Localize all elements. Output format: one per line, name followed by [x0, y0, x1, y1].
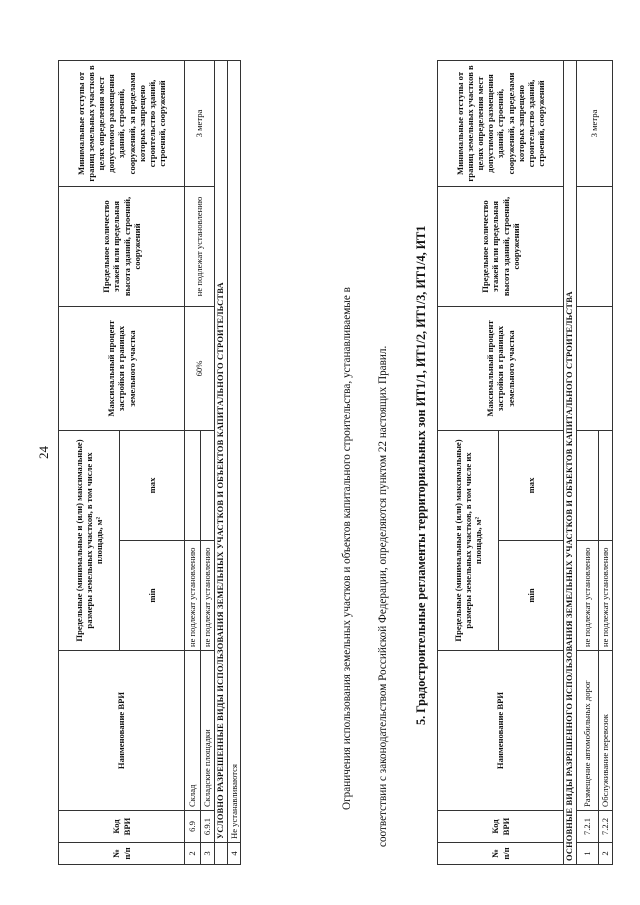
row-max — [185, 430, 201, 540]
row-name: Складские площадки — [201, 651, 215, 811]
row-floors: не подлежат установлению — [185, 186, 215, 306]
row-name: Склад — [185, 651, 201, 811]
row-max — [201, 430, 215, 540]
header-row — [59, 60, 120, 864]
section-row — [564, 60, 577, 864]
row-min: не подлежат установлению — [201, 541, 215, 651]
row-name: Не устанавливаются — [227, 60, 240, 842]
row-num: 2 — [598, 843, 612, 865]
header-floors: Предельное количество этажей или предельная высота зданий, строений, сооружений — [438, 186, 564, 306]
table-row — [185, 60, 201, 864]
section-title: УСЛОВНО РАЗРЕШЕННЫЕ ВИДЫ ИСПОЛЬЗОВАНИЯ ЗЕМЕЛЬНЫХ УЧАСТКОВ И ОБЪЕКТОВ КАПИТАЛЬНОГО СТРОИТЕЛЬСТВА — [215, 60, 228, 842]
header-max: max — [499, 430, 564, 540]
header-percent: Максимальный процент застройки в границах земельного участка — [59, 306, 185, 430]
header-setback: Минимальные отступы от границ земельных участков в целях определения мест допустимого размещения зданий, строений, сооружений, за пределами которых запрещено строительство зданий, строений, сооружений — [438, 60, 564, 186]
header-sizes: Предельные (минимальные и (или) максимальные) размеры земельных участков, в том числе их площадь, м² — [59, 430, 120, 650]
row-min: не подлежат установлению — [576, 541, 598, 651]
row-num: 4 — [227, 843, 240, 865]
row-num: 3 — [201, 843, 215, 865]
paragraph-line-2: соответствии с законодательством Российской Федерации, определяются пунктом 22 настоящих Правил. — [377, 345, 389, 847]
header-min: min — [120, 541, 185, 651]
header-min: min — [499, 541, 564, 651]
row-percent — [576, 306, 612, 430]
paragraph-line-1: Ограничения использования земельных участков и объектов капитального строительства, устанавливаемые в — [341, 287, 353, 810]
row-max — [598, 430, 612, 540]
header-percent: Максимальный процент застройки в границах земельного участка — [438, 306, 564, 430]
header-max: max — [120, 430, 185, 540]
row-max — [576, 430, 598, 540]
row-min: не подлежат установлению — [598, 541, 612, 651]
row-name: Размещение автомобильных дорог — [576, 651, 598, 811]
header-code: Код ВРИ — [438, 811, 564, 843]
header-num: № п/п — [59, 843, 185, 865]
header-name: Наименование ВРИ — [59, 651, 185, 811]
row-code: 6.9 — [185, 811, 201, 843]
row-num: 2 — [185, 843, 201, 865]
page-number: 24 — [36, 446, 51, 459]
row-code: 6.9.1 — [201, 811, 215, 843]
header-num: № п/п — [438, 843, 564, 865]
regulation-table-1 — [58, 60, 241, 865]
row-setback: 3 метра — [185, 60, 215, 186]
table-row — [576, 60, 598, 864]
header-setback: Минимальные отступы от границ земельных участков в целях определения мест допустимого размещения зданий, строений, сооружений, за пределами которых запрещено строительство зданий, строений, сооружений — [59, 60, 185, 186]
header-name: Наименование ВРИ — [438, 651, 564, 811]
row-name: Обслуживание перевозок — [598, 651, 612, 811]
header-floors: Предельное количество этажей или предельная высота зданий, строений, сооружений — [59, 186, 185, 306]
row-floors — [576, 186, 612, 306]
row-setback: 3 метра — [576, 60, 612, 186]
table-row — [227, 60, 240, 864]
header-code: Код ВРИ — [59, 811, 185, 843]
row-code: 7.2.1 — [576, 811, 598, 843]
section-title: ОСНОВНЫЕ ВИДЫ РАЗРЕШЕННОГО ИСПОЛЬЗОВАНИЯ ЗЕМЕЛЬНЫХ УЧАСТКОВ И ОБЪЕКТОВ КАПИТАЛЬНОГО СТРОИТЕЛЬСТВА — [564, 60, 577, 864]
regulation-table-2 — [437, 60, 613, 865]
row-percent: 60% — [185, 306, 215, 430]
header-row — [438, 60, 499, 864]
section-heading: 5. Градостроительные регламенты территориальных зон ИТ1/1, ИТ1/2, ИТ1/3, ИТ1/4, ИТ1 — [414, 225, 428, 725]
header-sizes: Предельные (минимальные и (или) максимальные) размеры земельных участков, в том числе их площадь, м² — [438, 430, 499, 650]
section-row — [215, 60, 228, 864]
row-num: 1 — [576, 843, 598, 865]
row-min: не подлежат установлению — [185, 541, 201, 651]
row-code: 7.2.2 — [598, 811, 612, 843]
